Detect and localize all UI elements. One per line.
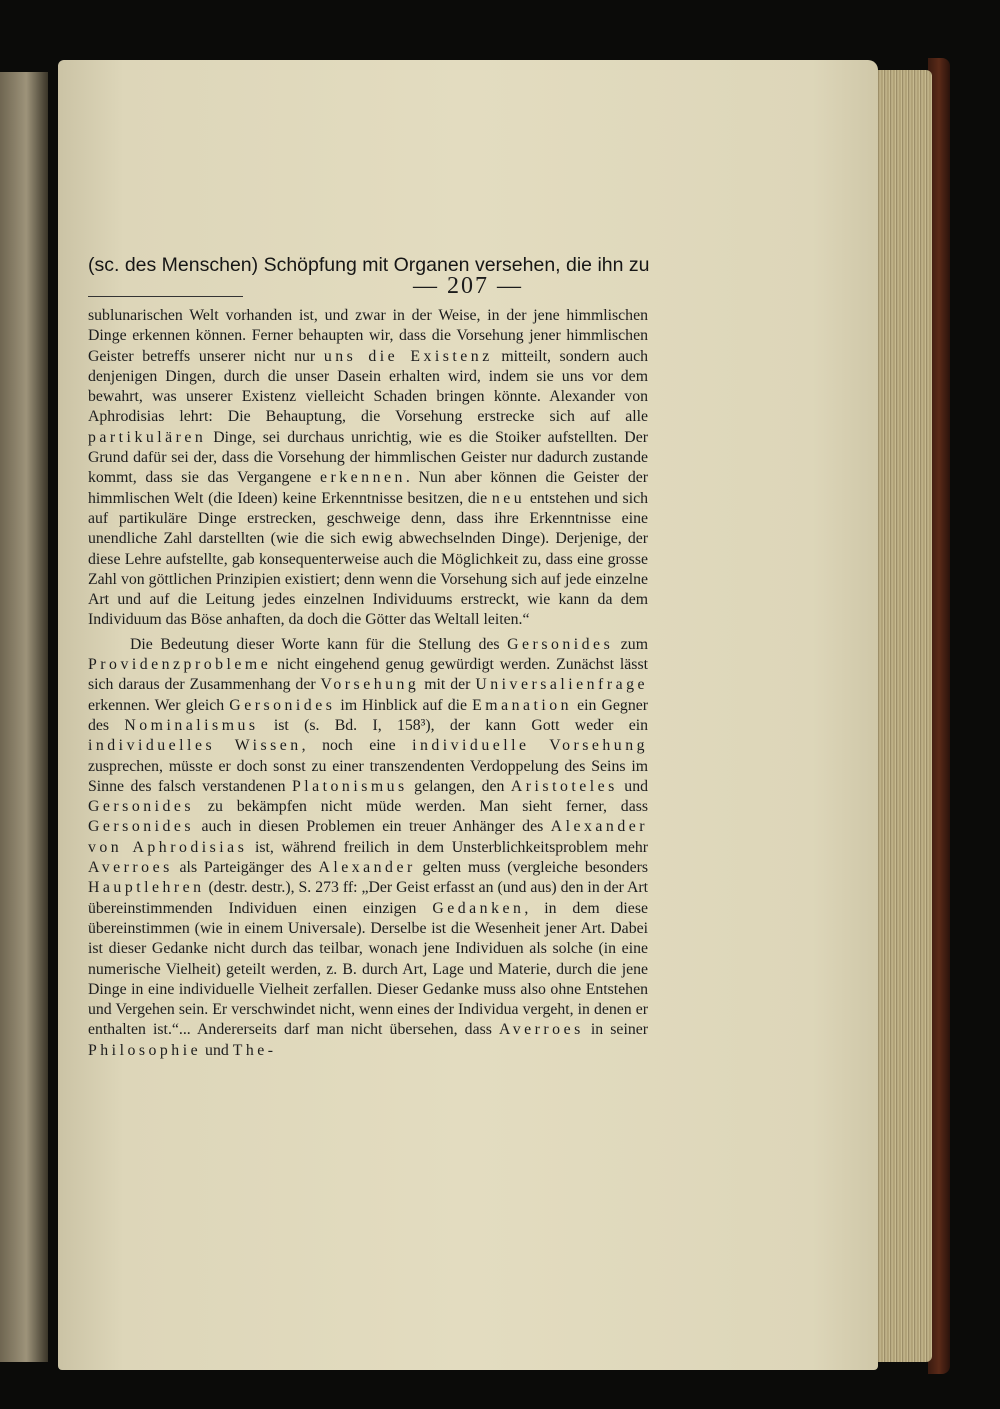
body-text: und xyxy=(201,1041,233,1059)
body-text: in seiner xyxy=(583,1021,649,1039)
spaced-emphasis-text: Gersonides xyxy=(507,635,614,653)
spaced-emphasis-text: partikulären xyxy=(88,428,207,446)
body-text: ist (s. Bd. I, 158³), der kann Gott weder ein xyxy=(258,716,648,734)
spaced-emphasis-text: erkennen xyxy=(320,469,406,487)
spaced-emphasis-text: Providenzprobleme xyxy=(88,656,272,674)
spaced-emphasis-text: uns die Existenz xyxy=(323,347,493,365)
spaced-emphasis-text: Vorsehung xyxy=(320,676,420,694)
spaced-emphasis-text: The- xyxy=(232,1041,277,1059)
spaced-emphasis-text: Emanation xyxy=(472,696,573,714)
body-text: nicht eingehend genug gewürdigt werden. Zunächst lässt sich daraus der Zusammenhang der xyxy=(88,656,648,694)
body-text: auch in diesen Problemen ein treuer Anhänger des xyxy=(194,818,551,836)
paragraph-1 xyxy=(88,306,648,631)
spaced-emphasis-text: neu xyxy=(491,489,526,507)
body-text: (destr. destr.), S. 273 ff: „Der Geist erfasst an (und aus) den in der Art übereinstimmenden Individuen einen einzigen xyxy=(88,879,648,917)
spaced-emphasis-text: Philosophie xyxy=(88,1041,202,1059)
body-text: gelangen, den xyxy=(407,777,511,795)
body-text: . Nun aber können die Geister der himmlischen Welt (die Ideen) keine Erkenntnisse besitzen, die xyxy=(88,469,648,507)
body-text: , noch eine xyxy=(301,737,413,755)
body-text: erkennen. Wer gleich xyxy=(88,696,230,714)
paragraph-2 xyxy=(88,635,648,1061)
body-text: zu bekämpfen nicht müde werden. Man sieht ferner, dass xyxy=(194,798,648,816)
spaced-emphasis-text: individuelles Wissen xyxy=(88,737,302,755)
running-headline: (sc. des Menschen) Schöpfung mit Organen versehen, die ihn zu xyxy=(88,254,650,276)
body-text: und xyxy=(617,777,648,795)
spaced-emphasis-text: Hauptlehren xyxy=(88,879,205,897)
left-page-edge xyxy=(0,72,48,1362)
footnote-body xyxy=(88,306,648,1061)
body-text: sublunarischen Welt vorhanden ist, und zwar in der Weise, in der jene himmlischen Dinge erkennen können. Ferner behaupten wir, dass die Vorsehung jener himmlischen Geister betreffs unserer nicht nur xyxy=(88,307,648,365)
spaced-emphasis-text: Averroes xyxy=(499,1021,584,1039)
spaced-emphasis-text: Platonismus xyxy=(291,777,408,795)
body-text: ist, während freilich in dem Unsterblichkeitsproblem mehr xyxy=(247,838,648,856)
spaced-emphasis-text: Gersonides xyxy=(88,798,195,816)
spaced-emphasis-text: Averroes xyxy=(88,859,173,877)
body-text: mitteilt, sondern auch denjenigen Dingen, durch die unser Dasein erhalten wird, indem sie uns vor dem bewahrt, was unserer Existenz vielleicht Schaden bringen könnte. Alexander von Aphrodisias lehrt: Die Behauptung, die Vorsehung erstrecke sich auf alle xyxy=(88,347,649,426)
spaced-emphasis-text: Alexander xyxy=(318,859,416,877)
page-number: — 207 — xyxy=(413,273,523,299)
body-text: zusprechen, müsste er doch sonst zu einer transzendenten Verdoppelung des Seins im Sinne des falsch verstandenen xyxy=(88,757,648,795)
spaced-emphasis-text: Universalienfrage xyxy=(475,676,648,694)
spaced-emphasis-text: Gersonides xyxy=(88,818,195,836)
spaced-emphasis-text: individuelle Vorsehung xyxy=(412,737,648,755)
body-text: zum xyxy=(613,635,648,653)
body-text: Dinge, sei durchaus unrichtig, wie es die Stoiker aufstellten. Der Grund dafür sei der, dass die Vorsehung der himmlischen Geister nur dadurch zustande kommt, dass sie das Vergangene xyxy=(88,428,648,487)
body-text: Die Bedeutung dieser Worte kann für die Stellung des xyxy=(130,635,508,653)
body-text: , in dem diese übereinstimmen (wie in einem Universale). Derselbe ist die Wesenheit jener Art. Dabei ist dieser Gedanke nicht durch das teilbar, wonach jene Individuen als solche (in eine numerische Vielheit) geteilt werden, z. B. durch Art, Lage und Materie, durch die jene Dinge in eine individuelle Vielheit zerfallen. Dieser Gedanke muss also ohne Entstehen und Vergehen sein. Er verschwindet nicht, wenn eines der Individua vergeht, in denen er enthalten ist.“... Andererseits darf man nicht übersehen, dass xyxy=(88,899,648,1039)
body-text: ein Gegner des xyxy=(88,696,649,734)
spaced-emphasis-text: Nominalismus xyxy=(124,716,259,734)
spaced-emphasis-text: Gedanken xyxy=(432,899,525,917)
spaced-emphasis-text: Aristoteles xyxy=(510,777,618,795)
body-text: mit der xyxy=(419,676,476,694)
footnote-rule xyxy=(88,296,243,297)
body-text: entstehen und sich auf partikuläre Dinge erstrecken, geschweige denn, dass ihre Erkenntnisse eine unendliche Zahl darstellten (wie die sich ewig abwechselnden Dinge). Derjenige, der diese Lehre aufstellte, gab konsequenterweise auch die Möglichkeit zu, dass eine grosse Zahl von göttlichen Prinzipien existiert; denn wenn die Vorsehung sich auf jede einzelne Art und auf die Leitung jedes einzelnen Individuums erstreckt, wie kann da dem Individuum das Böse anhaften, da doch die Götter das Weltall leiten.“ xyxy=(88,489,648,629)
spaced-emphasis-text: Alexander von Aphrodisias xyxy=(88,818,648,856)
body-text: gelten muss (vergleiche besonders xyxy=(415,859,648,877)
body-text: im Hinblick auf die xyxy=(335,696,473,714)
page-stack-edges xyxy=(872,70,932,1362)
spaced-emphasis-text: Gersonides xyxy=(229,696,336,714)
body-text: als Parteigänger des xyxy=(172,859,319,877)
